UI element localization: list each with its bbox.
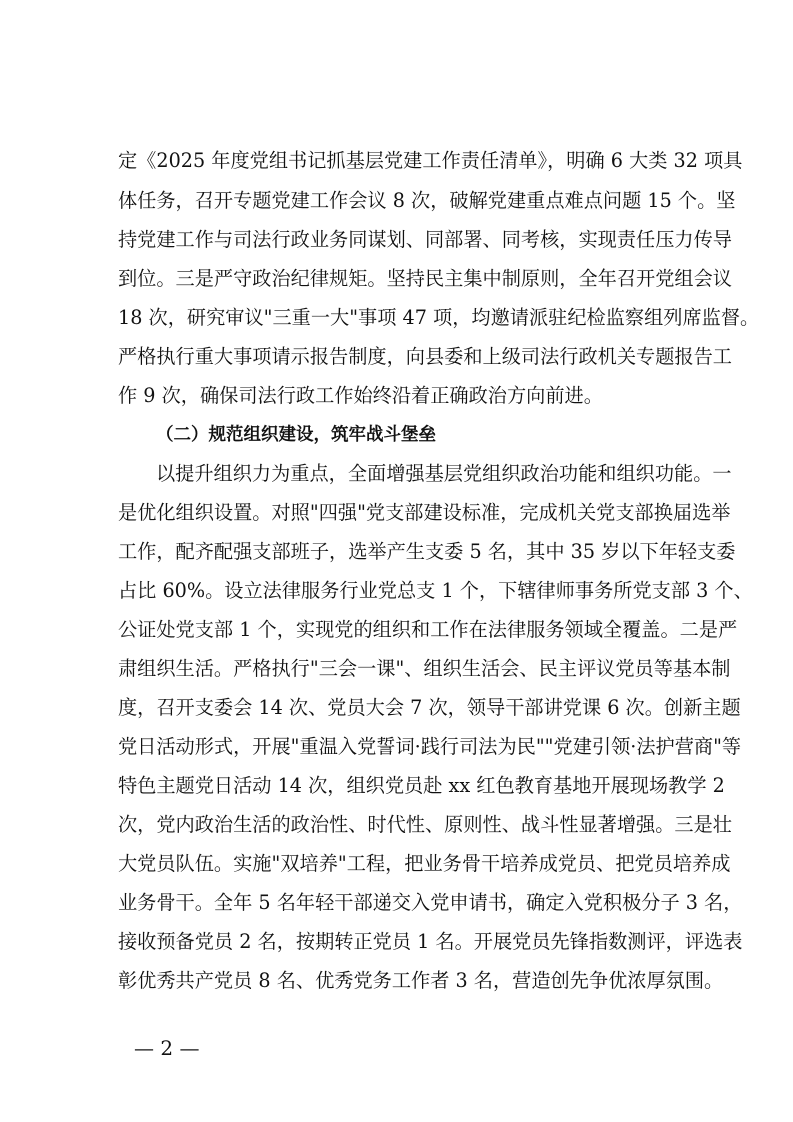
page-number: — 2 — — [134, 1036, 200, 1060]
paragraph-line: 工作，配齐配强支部班子，选举产生支委 5 名，其中 35 岁以下年轻支委 — [118, 540, 736, 563]
section-heading: （二）规范组织建设，筑牢战斗堡垒 — [156, 425, 436, 445]
paragraph-line: 定《2025 年度党组书记抓基层党建工作责任清单》，明确 6 大类 32 项具 — [118, 149, 743, 172]
paragraph-line: 严格执行重大事项请示报告制度，向县委和上级司法行政机关专题报告工 — [118, 345, 732, 368]
paragraph-line: 特色主题党日活动 14 次，组织党员赴 xx 红色教育基地开展现场教学 2 — [118, 774, 725, 797]
paragraph-line: 彰优秀共产党员 8 名、优秀党务工作者 3 名，营造创先争优浓厚氛围。 — [118, 969, 724, 992]
paragraph-line: 以提升组织力为重点，全面增强基层党组织政治功能和组织功能。一 — [156, 462, 732, 485]
paragraph-line: 作 9 次，确保司法行政工作始终沿着正确政治方向前进。 — [118, 384, 603, 407]
paragraph-line: 大党员队伍。实施"双培养"工程，把业务骨干培养成党员、把党员培养成 — [118, 852, 731, 875]
paragraph-line: 肃组织生活。严格执行"三会一课"、组织生活会、民主评议党员等基本制 — [118, 657, 731, 680]
paragraph-line: 公证处党支部 1 个，实现党的组织和工作在法律服务领域全覆盖。二是严 — [118, 618, 738, 641]
paragraph-line: 接收预备党员 2 名，按期转正党员 1 名。开展党员先锋指数测评，评选表 — [118, 930, 743, 953]
paragraph-line: 业务骨干。全年 5 名年轻干部递交入党申请书，确定入党积极分子 3 名， — [118, 891, 743, 914]
paragraph-line: 是优化组织设置。对照"四强"党支部建设标准，完成机关党支部换届选举 — [118, 501, 731, 524]
paragraph-line: 度，召开支委会 14 次、党员大会 7 次，领导干部讲党课 6 次。创新主题 — [118, 696, 741, 719]
paragraph-line: 党日活动形式，开展"重温入党誓词·践行司法为民""党建引领·法护营商"等 — [118, 735, 742, 758]
paragraph-line: 18 次，研究审议"三重一大"事项 47 项，均邀请派驻纪检监察组列席监督。 — [118, 306, 760, 329]
paragraph-line: 持党建工作与司法行政业务同谋划、同部署、同考核，实现责任压力传导 — [118, 228, 732, 251]
paragraph-line: 次，党内政治生活的政治性、时代性、原则性、战斗性显著增强。三是壮 — [118, 813, 732, 836]
paragraph-line: 体任务，召开专题党建工作会议 8 次，破解党建重点难点问题 15 个。坚 — [118, 189, 736, 212]
paragraph-line: 占比 60%。设立法律服务行业党总支 1 个，下辖律师事务所党支部 3 个、 — [118, 579, 753, 602]
paragraph-line: 到位。三是严守政治纪律规矩。坚持民主集中制原则，全年召开党组会议 — [118, 267, 732, 290]
